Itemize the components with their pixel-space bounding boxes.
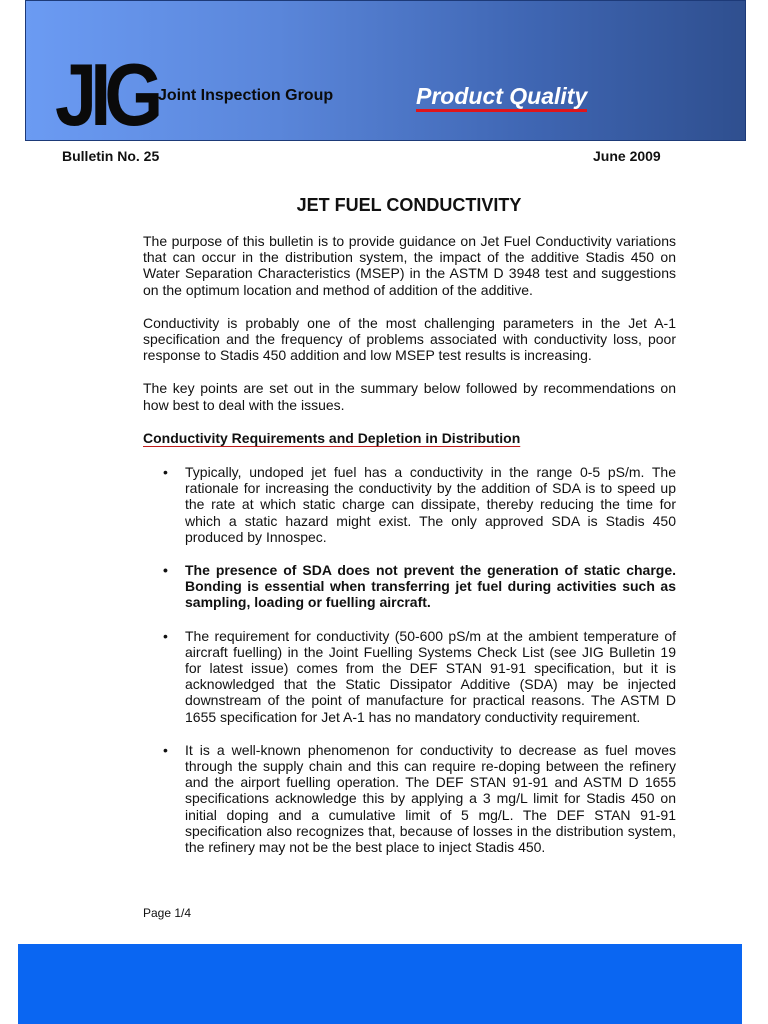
- list-item-text: Typically, undoped jet fuel has a conductivity in the range 0-5 pS/m. The rationale for increasing the conductivity by the addition of SDA is to speed up the rate at which static charge can dissipate, thereby reducing the time for which a static hazard might exist. The only approved SDA is Stadis 450 produced by Innospec.: [185, 464, 676, 545]
- list-item-text: The presence of SDA does not prevent the generation of static charge. Bonding is essential when transferring jet fuel during activities such as sampling, loading or fuelling aircraft.: [185, 562, 676, 611]
- list-item-text: The requirement for conductivity (50-600 pS/m at the ambient temperature of aircraft fuelling) in the Joint Fuelling Systems Check List (see JIG Bulletin 19 for latest issue) comes from the DEF STAN 91-91 specification, but it is acknowledged that the Static Dissipator Additive (SDA) may be injected downstream of the point of manufacture for practical reasons. The ASTM D 1655 specification for Jet A-1 has no mandatory conductivity requirement.: [185, 627, 676, 725]
- list-item: [143, 562, 676, 611]
- paragraph: Conductivity is probably one of the most challenging parameters in the Jet A-1 specification and the frequency of problems associated with conductivity loss, poor response to Stadis 450 addition and low MSEP test results is increasing.: [143, 314, 676, 364]
- page-number: Page 1/4: [143, 906, 192, 920]
- paragraph: The key points are set out in the summary below followed by recommendations on how best to deal with the issues.: [143, 380, 676, 413]
- section-title: Product Quality: [416, 83, 587, 112]
- header-banner: [25, 0, 746, 144]
- section-heading: Conductivity Requirements and Depletion in Distribution: [143, 429, 521, 446]
- bullet-icon: •: [163, 464, 168, 481]
- list-item-text: It is a well-known phenomenon for conductivity to decrease as fuel moves through the supply chain and this can require re-doping between the refinery and the airport fuelling operation. The DEF STAN 91-91 and ASTM D 1655 specifications acknowledge this by applying a 3 mg/L limit for Stadis 450 on initial doping and a cumulative limit of 5 mg/L. The DEF STAN 91-91 specification also recognizes that, because of losses in the distribution system, the refinery may not be the best place to inject Stadis 450.: [185, 741, 676, 856]
- bullet-icon: •: [163, 741, 168, 758]
- footer-bar: [18, 944, 742, 1024]
- list-item: [143, 464, 676, 545]
- jig-logo: JIG: [55, 45, 157, 144]
- bulletin-date: June 2009: [593, 148, 661, 164]
- bulletin-number: Bulletin No. 25: [62, 148, 160, 164]
- bullet-icon: •: [163, 627, 168, 644]
- bullet-list: [143, 464, 676, 855]
- paragraph: The purpose of this bulletin is to provide guidance on Jet Fuel Conductivity variations that can occur in the distribution system, the impact of the additive Stadis 450 on Water Separation Characteristics (MSEP) in the ASTM D 3948 test and suggestions on the optimum location and method of addition of the additive.: [143, 233, 676, 298]
- document-title: JET FUEL CONDUCTIVITY: [296, 195, 522, 215]
- list-item: [143, 628, 676, 725]
- document-body: [143, 233, 676, 872]
- list-item: [143, 742, 676, 855]
- bullet-icon: •: [163, 562, 168, 579]
- org-name: Joint Inspection Group: [158, 87, 334, 104]
